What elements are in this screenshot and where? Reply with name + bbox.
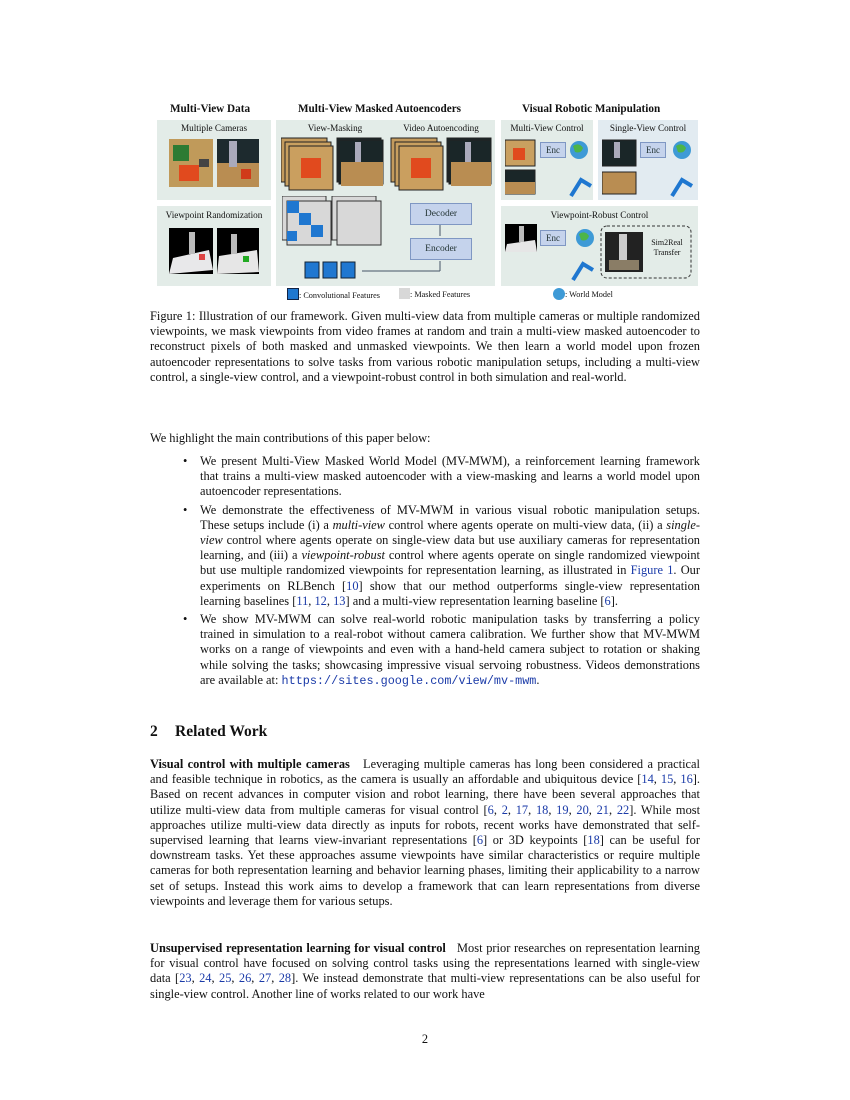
contribution-2: • We demonstrate the effectiveness of MV-MWM in various visual robotic manipulation setups. These setups include (i) a multi-view control where agents operate on multi-view data, (ii) a single-view control where agents operate on single-view data but use auxiliary cameras for representation learning, and (iii) a viewpoint-robust control where agents operate on single randomized viewpoint but use multiple randomized viewpoints for representation learning, as illustrated in Figure 1. Our experiments on RLBench [10] show that our method outperforms single-view representation learning baselines [11, 12, 13] and a multi-view representation learning baseline [6]. xyxy=(178,503,700,609)
c2-text-e: . Our experiments on RLBench [ xyxy=(200,563,700,593)
c2-text-a: We demonstrate the effectiveness of MV-MWM in various visual robotic manipulation setups. These setups include (i) a xyxy=(200,502,700,532)
label-sim2real-transfer xyxy=(643,238,691,258)
contribution-1 xyxy=(178,454,700,500)
cite-27[interactable]: 27 xyxy=(258,971,272,986)
section-title: Related Work xyxy=(175,723,268,740)
contributions-intro: We highlight the main contributions of this paper below: xyxy=(150,431,431,445)
cite-15[interactable]: 15 xyxy=(660,772,674,787)
contribution-3 xyxy=(178,612,700,689)
multi-camera-photos xyxy=(169,139,259,189)
legend-conv-features xyxy=(287,288,380,300)
randomized-viewpoint-photos xyxy=(169,228,259,276)
world-model-icon xyxy=(553,288,565,300)
legend-conv-label: : Convolutional Features xyxy=(299,291,380,300)
cite-22[interactable]: 22 xyxy=(616,802,630,817)
autoencoder-arrows xyxy=(360,223,480,273)
contributions-list xyxy=(178,454,700,692)
fig-header-multiview-data: Multi-View Data xyxy=(170,103,251,115)
fig-header-robotic-manipulation: Visual Robotic Manipulation xyxy=(522,103,661,115)
c2-text-b: control where agents operate on multi-view data, (ii) a xyxy=(384,517,667,532)
section-number: 2 xyxy=(150,723,158,740)
related-paragraph-2: Unsupervised representation learning for visual control Most prior researches on representation learning for visual control have focused on solving control tasks using the representations learned with single-view data [23, 24, 25, 26, 27, 28]. We instead demonstrate that multi-view representations can be also useful for single-view control. Another line of works related to our work have xyxy=(150,941,700,1001)
cite-6[interactable]: 6 xyxy=(604,593,611,608)
cite-20[interactable]: 20 xyxy=(576,802,589,817)
label-multi-view-control: Multi-View Control xyxy=(510,123,584,133)
cite-26[interactable]: 26 xyxy=(238,971,252,986)
enc-box-single-view: Enc xyxy=(640,142,666,158)
figure-caption: Figure 1: Illustration of our framework. Given multi-view data from multiple cameras or multiple randomized viewpoints, we mask viewpoints from video frames at random and train a multi-view masked autoencoder to reconstruct pixels of both masked and unmasked viewpoints. We then learn a world model upon frozen autoencoder representations to solve tasks from various robotic manipulation setups, including a multi-view control, a single-view control, and a viewpoint-robust control in both simulation and real-world. xyxy=(150,309,700,384)
cite-10[interactable]: 10 xyxy=(346,578,359,593)
masked-view-frames xyxy=(281,136,493,194)
cite-21[interactable]: 21 xyxy=(596,802,609,817)
p1-text-a: Leveraging multiple cameras has long been considered a practical and feasible technique in robotics, as the camera is usually an affordable and ubiquitous device [ xyxy=(150,757,700,787)
cite-25[interactable]: 25 xyxy=(219,971,232,986)
cite-16[interactable]: 16 xyxy=(680,772,693,787)
section-heading-related-work xyxy=(150,723,267,741)
legend-world-model xyxy=(553,288,613,300)
enc-box-viewpoint-robust: Enc xyxy=(540,230,566,246)
c2-multi-view: multi-view xyxy=(332,517,385,532)
enc-box-multi-view: Enc xyxy=(540,142,566,158)
page-number: 2 xyxy=(421,1032,429,1046)
contribution-3-text: We show MV-MWM can solve real-world robotic manipulation tasks by transferring a policy trained in simulation to a real-robot without camera calibration. We further show that MV-MWM works on a range of viewpoints and even with a hand-held camera subject to rotation or shaking while solving the tasks; showcasing impressive visual servoing robustness. Videos demonstrations are available at: xyxy=(200,612,700,687)
sim2real-line2: Transfer xyxy=(653,248,681,257)
cite-6c[interactable]: 6 xyxy=(476,833,484,848)
cite-18[interactable]: 18 xyxy=(535,802,549,817)
p2-text-a: Most prior researches on representation learning for visual control have focused on solving control tasks using the representations learned with single-view data [ xyxy=(150,941,700,986)
c2-text-d: control where agents operate on single randomized viewpoint but use multiple randomized viewpoints for representation learning, as illustrated in xyxy=(200,548,700,578)
label-view-masking: View-Masking xyxy=(307,123,363,133)
cite-14[interactable]: 14 xyxy=(641,772,654,787)
legend-masked-features xyxy=(399,288,470,299)
cite-19[interactable]: 19 xyxy=(556,802,569,817)
label-viewpoint-randomization: Viewpoint Randomization xyxy=(165,210,263,220)
cite-23[interactable]: 23 xyxy=(179,971,192,986)
legend-world-model-label: : World Model xyxy=(565,290,613,299)
cite-28[interactable]: 28 xyxy=(278,971,292,986)
encoder-box: Encoder xyxy=(410,238,472,260)
p1-text-c: ]. While most approaches utilize multi-view data directly as inputs for robots, recent works have demonstrated that self-supervised learning that learns view-invariant representations [ xyxy=(150,802,701,848)
cite-2[interactable]: 2 xyxy=(501,802,508,817)
label-video-autoencoding: Video Autoencoding xyxy=(403,123,479,133)
p2-text-b: ]. We instead demonstrate that multi-view representations can be also useful for single-view control. Another line of works related to our work have xyxy=(150,971,700,1001)
conv-feature-swatch xyxy=(287,288,299,300)
label-viewpoint-robust-control: Viewpoint-Robust Control xyxy=(550,210,649,220)
cite-24[interactable]: 24 xyxy=(199,971,212,986)
p1-text-d: ] or 3D keypoints [ xyxy=(483,833,588,848)
fig-header-masked-autoencoders: Multi-View Masked Autoencoders xyxy=(298,103,462,115)
figure-1-link[interactable]: Figure 1 xyxy=(630,563,674,578)
sim2real-line1: Sim2Real xyxy=(651,238,683,247)
label-single-view-control: Single-View Control xyxy=(609,123,687,133)
decoder-box: Decoder xyxy=(410,203,472,225)
cite-13[interactable]: 13 xyxy=(333,593,346,608)
contribution-1-text: We present Multi-View Masked World Model (MV-MWM), a reinforcement learning framework that trains a multi-view masked autoencoder with a view-masking and learns a world model upon autoencoder representations. xyxy=(200,454,700,499)
cite-18b[interactable]: 18 xyxy=(587,833,600,848)
related-paragraph-1: Visual control with multiple cameras Leveraging multiple cameras has long been considered a practical and feasible technique in robotics, as the camera is usually an affordable and ubiquitous device [14, 15, 16]. Based on recent advances in computer vision and robot learning, there have been several approaches that utilize multi-view data from multiple cameras for visual control [6, 2, 17, 18, 19, 20, 21, 22]. While most approaches utilize multi-view data directly as inputs for robots, recent works have demonstrated that self-supervised learning that learns view-invariant representations [6] or 3D keypoints [18] can be useful for downstream tasks. Yet these approaches assume viewpoints have similar characteristics or require multiple cameras for both representation learning and behavior learning phases, limiting their applicability to a narrow set of setups. Instead this work aims to develop a framework that can learn representations from diverse viewpoints and leverage them for various setups. xyxy=(150,757,701,908)
p1-text-e: ] can be useful for downstream tasks. Yet these approaches assume viewpoints have similar characteristics or require multiple cameras for both representation learning and behavior learning phases, limiting their applicability to a narrow set of setups. Instead this work aims to develop a framework that can learn representations from diverse viewpoints and leverage them for various setups. xyxy=(150,833,700,908)
p2-heading: Unsupervised representation learning for visual control xyxy=(150,941,446,955)
c2-text-g: ] and a multi-view representation learning baseline [ xyxy=(345,593,605,608)
conv-feature-stacks xyxy=(303,260,363,282)
p1-text-b: ]. Based on recent advances in computer vision and robot learning, there have been several approaches that utilize multi-view data from multiple cameras for visual control [ xyxy=(150,772,700,817)
cite-17[interactable]: 17 xyxy=(515,802,529,817)
c2-text-f: ] show that our method outperforms single-view representation learning baselines [ xyxy=(200,578,700,608)
figure-1 xyxy=(155,100,700,305)
c2-single-view: single-view xyxy=(200,517,701,548)
c2-text-h: ]. xyxy=(610,593,618,608)
label-multiple-cameras: Multiple Cameras xyxy=(180,123,248,133)
p1-heading: Visual control with multiple cameras xyxy=(150,757,350,771)
legend-masked-label: : Masked Features xyxy=(410,290,471,299)
project-url-link[interactable]: https://sites.google.com/view/mv-mwm xyxy=(281,673,537,688)
cite-6b[interactable]: 6 xyxy=(487,802,494,817)
c2-viewpoint-robust: viewpoint-robust xyxy=(301,548,385,563)
cite-11[interactable]: 11 xyxy=(296,593,309,608)
masked-feature-swatch xyxy=(399,288,410,299)
c3-end: . xyxy=(536,672,540,687)
c2-text-c: control where agents operate on single-view data but use auxiliary cameras for representation learning, and (iii) a xyxy=(200,533,700,563)
cite-12[interactable]: 12 xyxy=(314,593,327,608)
